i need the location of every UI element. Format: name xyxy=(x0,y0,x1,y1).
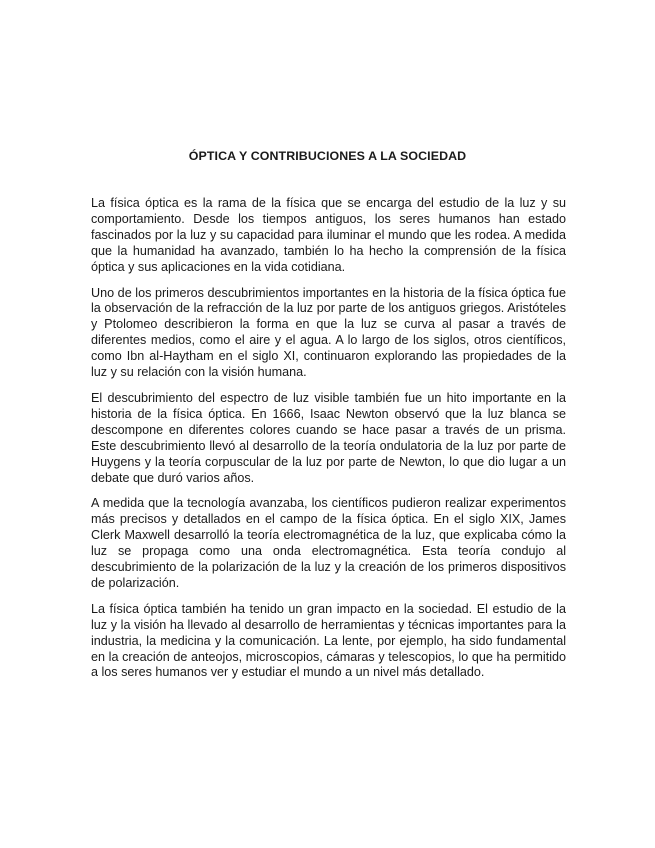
paragraph-5: La física óptica también ha tenido un gran impacto en la sociedad. El estudio de la luz y la visión ha llevado al desarrollo de herramientas y técnicas importantes para la industria, la medicina y la comunicación. La lente, por ejemplo, ha sido fundamental en la creación de anteojos, microscopios, cámaras y telescopios, lo que ha permitido a los seres humanos ver y estudiar el mundo a un nivel más detallado. xyxy=(91,601,566,680)
paragraph-3: El descubrimiento del espectro de luz visible también fue un hito importante en la historia de la física óptica. En 1666, Isaac Newton observó que la luz blanca se descompone en diferentes colores cuando se hace pasar a través de un prisma. Este descubrimiento llevó al desarrollo de la teoría ondulatoria de la luz por parte de Huygens y la teoría corpuscular de la luz por parte de Newton, lo que dio lugar a un debate que duró varios años. xyxy=(91,390,566,485)
paragraph-2: Uno de los primeros descubrimientos importantes en la historia de la física óptica fue la observación de la refracción de la luz por parte de los antiguos griegos. Aristóteles y Ptolomeo describieron la forma en que la luz se curva al pasar a través de diferentes medios, como el aire y el agua. A lo largo de los siglos, otros científicos, como Ibn al-Haytham en el siglo XI, continuaron explorando las propiedades de la luz y su relación con la visión humana. xyxy=(91,285,566,380)
paragraph-4: A medida que la tecnología avanzaba, los científicos pudieron realizar experimentos más precisos y detallados en el campo de la física óptica. En el siglo XIX, James Clerk Maxwell desarrolló la teoría electromagnética de la luz, que explicaba cómo la luz se propaga como una onda electromagnética. Esta teoría condujo al descubrimiento de la polarización de la luz y la creación de los primeros dispositivos de polarización. xyxy=(91,496,566,590)
document-body xyxy=(91,196,566,691)
document-title: ÓPTICA Y CONTRIBUCIONES A LA SOCIEDAD xyxy=(188,149,467,163)
paragraph-1: La física óptica es la rama de la física que se encarga del estudio de la luz y su comportamiento. Desde los tiempos antiguos, los seres humanos han estado fascinados por la luz y su capacidad para iluminar el mundo que les rodea. A medida que la humanidad ha avanzado, también lo ha hecho la comprensión de la física óptica y sus aplicaciones en la vida cotidiana. xyxy=(91,196,566,274)
